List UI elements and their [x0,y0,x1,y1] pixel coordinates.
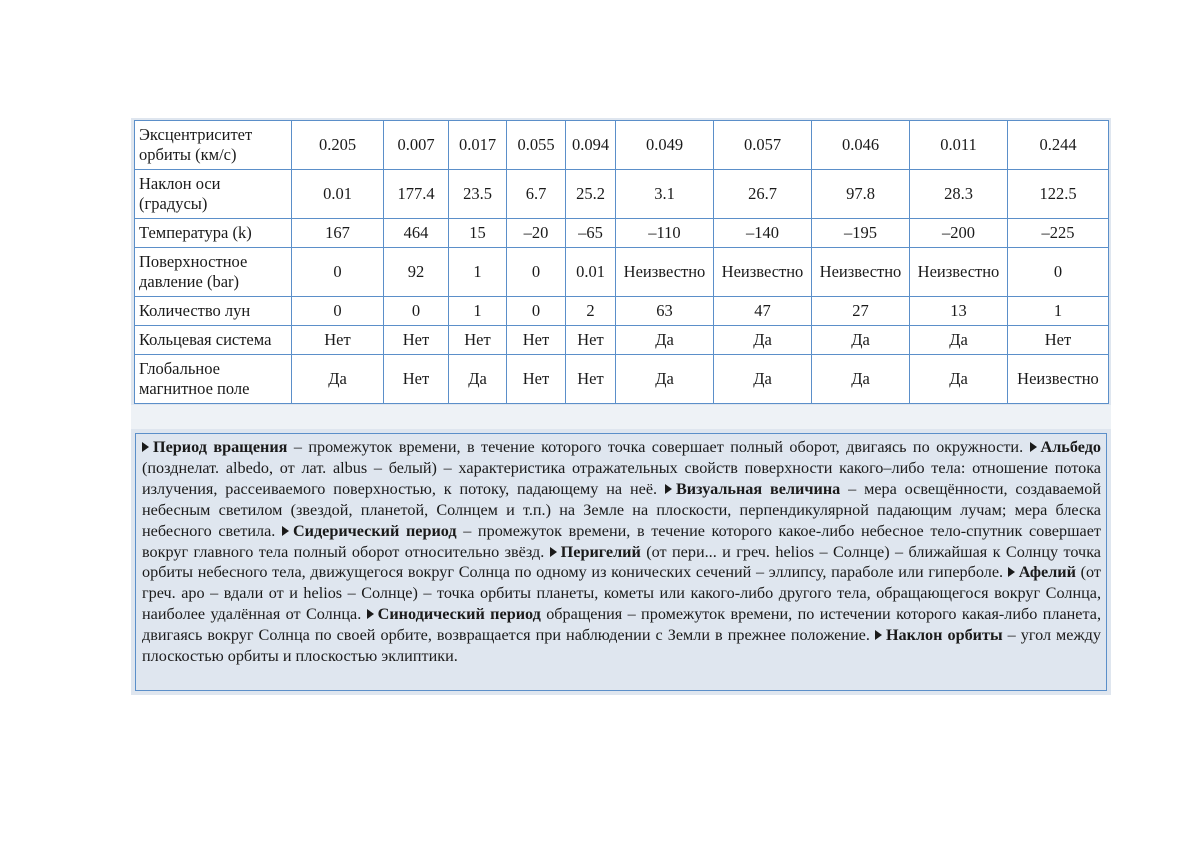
table-cell: Нет [384,355,449,404]
table-cell: 0.049 [616,121,714,170]
table-cell: Нет [566,355,616,404]
table-cell: 28.3 [910,170,1008,219]
table-cell: Неизвестно [812,248,910,297]
table-cell: 26.7 [714,170,812,219]
table-cell: Нет [384,326,449,355]
table-cell: Нет [507,355,566,404]
table-cell: –200 [910,219,1008,248]
table-cell: 23.5 [449,170,507,219]
bullet-triangle-icon [1030,442,1037,452]
bullet-triangle-icon [665,484,672,494]
glossary-definition: – промежуток времени, в течение которого какое-либо небесное тело-спутник совершает вокруг главного тела полный оборот относительно звёзд. [142,521,1101,561]
table-cell: 0.017 [449,121,507,170]
glossary-term: Период вращения [153,438,288,456]
table-cell: 0.205 [292,121,384,170]
bullet-triangle-icon [367,609,374,619]
table-cell: 1 [449,248,507,297]
bullet-triangle-icon [550,547,557,557]
table-cell: 27 [812,297,910,326]
table-cell: Да [714,326,812,355]
bullet-triangle-icon [282,526,289,536]
glossary-term: Перигелий [560,542,641,561]
table-cell: Да [910,326,1008,355]
table-cell: 13 [910,297,1008,326]
table-cell: 0.057 [714,121,812,170]
table-cell: 15 [449,219,507,248]
table-cell: 92 [384,248,449,297]
table-cell: Неизвестно [616,248,714,297]
row-label: Глобальное магнитное поле [135,355,292,404]
table-cell: –110 [616,219,714,248]
table-cell: 0.244 [1008,121,1109,170]
table-cell: –140 [714,219,812,248]
planet-data-table-frame [131,118,1111,405]
table-cell: Нет [292,326,384,355]
row-label: Эксцентриситет орбиты (км/с) [135,121,292,170]
bullet-triangle-icon [875,630,882,640]
table-cell: Да [910,355,1008,404]
table-row [135,170,1109,219]
table-cell: 0 [292,248,384,297]
separator-strip [131,405,1111,429]
table-cell: 1 [449,297,507,326]
table-cell: Нет [1008,326,1109,355]
table-cell: 63 [616,297,714,326]
glossary-definition: – угол между плоскостью орбиты и плоскостью эклиптики. [142,626,1101,666]
glossary-term: Афелий [1018,563,1076,582]
table-cell: –225 [1008,219,1109,248]
table-row [135,355,1109,404]
bullet-triangle-icon [1008,567,1015,577]
table-cell: Да [714,355,812,404]
glossary-term: Наклон орбиты [885,626,1003,645]
table-row [135,121,1109,170]
table-cell: 0 [384,297,449,326]
table-cell: 0 [292,297,384,326]
glossary-definition: (от греч. apo – вдали от и helios – Солнце) – точка орбиты планеты, кометы или какого-либо другого тела, обращающегося вокруг Солнца, наиболее удалённая от Солнца. [142,563,1101,624]
table-cell: 1 [1008,297,1109,326]
table-cell: –20 [507,219,566,248]
table-row [135,297,1109,326]
table-cell: Да [616,326,714,355]
table-cell: 0 [507,297,566,326]
table-row [135,248,1109,297]
table-cell: –65 [566,219,616,248]
table-row [135,326,1109,355]
table-cell: Да [812,355,910,404]
table-cell: 3.1 [616,170,714,219]
table-cell: –195 [812,219,910,248]
table-cell: Да [812,326,910,355]
glossary-term: Альбедо [1040,438,1101,456]
glossary-definition: (от пери... и греч. helios – Солнце) – ближайшая к Солнцу точка орбиты небесного тела, движущегося вокруг Солнца по одному из конических сечений – эллипсу, параболе или гиперболе. [142,542,1101,582]
glossary-box [131,429,1111,695]
table-cell: 0.01 [566,248,616,297]
table-cell: Да [292,355,384,404]
table-row [135,219,1109,248]
table-cell: 25.2 [566,170,616,219]
table-cell: 97.8 [812,170,910,219]
glossary-term: Визуальная величина [675,479,841,498]
row-label: Наклон оси (градусы) [135,170,292,219]
row-label: Кольцевая система [135,326,292,355]
table-cell: Нет [566,326,616,355]
bullet-triangle-icon [142,442,149,452]
table-cell: Неизвестно [910,248,1008,297]
table-cell: 0.055 [507,121,566,170]
table-cell: Да [449,355,507,404]
table-cell: 122.5 [1008,170,1109,219]
table-cell: 0 [1008,248,1109,297]
glossary-term: Синодический период [377,605,541,624]
glossary-definition: – промежуток времени, в течение которого точка совершает полный оборот, двигаясь по окружности. [287,438,1030,456]
table-cell: 47 [714,297,812,326]
table-cell: Да [616,355,714,404]
table-cell: Нет [507,326,566,355]
glossary-definition: обращения – промежуток времени, по истечении которого какая-либо планета, двигаясь вокруг Солнца по своей орбите, возвращается при наблюдении с Земли в прежнее положение. [142,605,1101,645]
glossary-definition: (позднелат. albedo, от лат. albus – белый) – характеристика отражательных свойств поверхности какого–либо тела: отношение потока излучения, рассеиваемого поверхностью, к потоку, падающему на неё. [142,458,1101,498]
table-cell: 0.011 [910,121,1008,170]
row-label: Температура (k) [135,219,292,248]
table-cell: 0.094 [566,121,616,170]
row-label: Поверхностное давление (bar) [135,248,292,297]
table-cell: 0.046 [812,121,910,170]
table-cell: 464 [384,219,449,248]
glossary-text [135,433,1107,691]
planet-data-table [134,120,1109,404]
table-cell: 167 [292,219,384,248]
table-cell: 0.01 [292,170,384,219]
glossary-term: Сидерический период [292,521,457,540]
row-label: Количество лун [135,297,292,326]
table-body [135,121,1109,404]
table-cell: 0.007 [384,121,449,170]
table-cell: Неизвестно [714,248,812,297]
table-cell: 6.7 [507,170,566,219]
table-cell: 0 [507,248,566,297]
table-cell: Неизвестно [1008,355,1109,404]
glossary-definition: – мера освещённости, создаваемой небесным светилом (звездой, планетой, Солнцем и т.п.) на Земле на плоскости, перпендикулярной падающим лучам; мера блеска небесного светила. [142,479,1101,540]
table-cell: 177.4 [384,170,449,219]
table-cell: Нет [449,326,507,355]
table-cell: 2 [566,297,616,326]
